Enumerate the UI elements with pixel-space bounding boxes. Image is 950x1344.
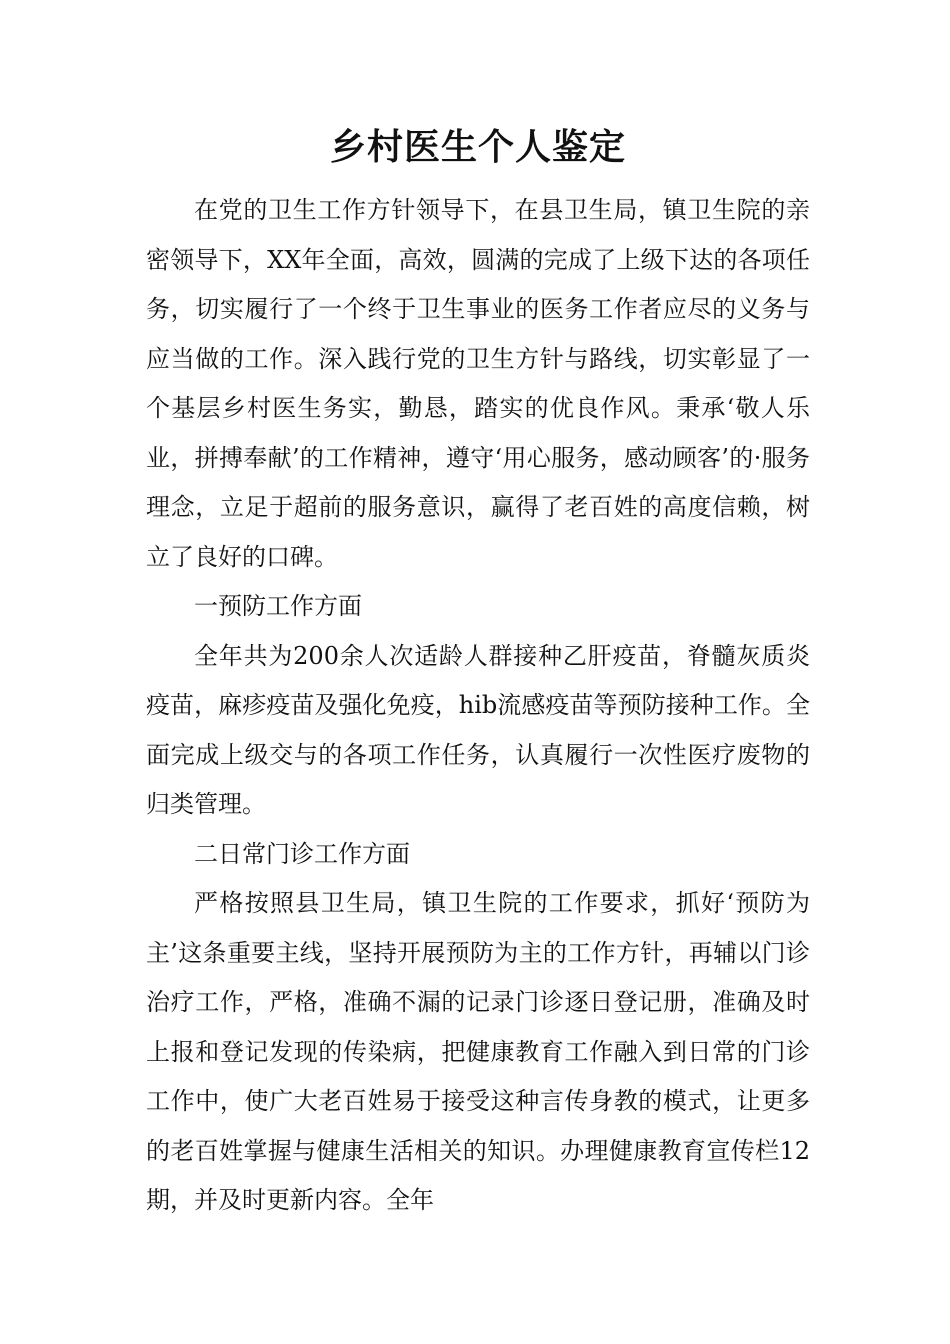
paragraph-prevention: 全年共为200余人次适龄人群接种乙肝疫苗，脊髓灰质炎疫苗，麻疹疫苗及强化免疫，hib流感疫苗等预防接种工作。全面完成上级交与的各项工作任务，认真履行一次性医疗废物的归类管理。 bbox=[146, 641, 810, 818]
paragraph-clinic: 严格按照县卫生局，镇卫生院的工作要求，抓好‘预防为主’这条重要主线，坚持开展预防为主的工作方针，再辅以门诊治疗工作，严格，准确不漏的记录门诊逐日登记册，准确及时上报和登记发现的传染病，把健康教育工作融入到日常的门诊工作中，使广大老百姓易于接受这种言传身教的模式，让更多的老百姓掌握与健康生活相关的知识。办理健康教育宣传栏12期，并及时更新内容。全年 bbox=[146, 889, 810, 1214]
section-heading-prevention: 一预防工作方面 bbox=[194, 592, 362, 620]
paragraph-intro: 在党的卫生工作方针领导下，在县卫生局，镇卫生院的亲密领导下，XX年全面，高效，圆满的完成了上级下达的各项任务，切实履行了一个终于卫生事业的医务工作者应尽的义务与应当做的工作。深入践行党的卫生方针与路线，切实彰显了一个基层乡村医生务实，勤恳，踏实的优良作风。秉承‘敬人乐业，拼搏奉献’的工作精神，遵守‘用心服务，感动顾客’的·服务理念，立足于超前的服务意识，赢得了老百姓的高度信赖，树立了良好的口碑。 bbox=[146, 196, 810, 571]
document-title: 乡村医生个人鉴定 bbox=[329, 127, 626, 168]
section-heading-clinic: 二日常门诊工作方面 bbox=[194, 839, 410, 868]
